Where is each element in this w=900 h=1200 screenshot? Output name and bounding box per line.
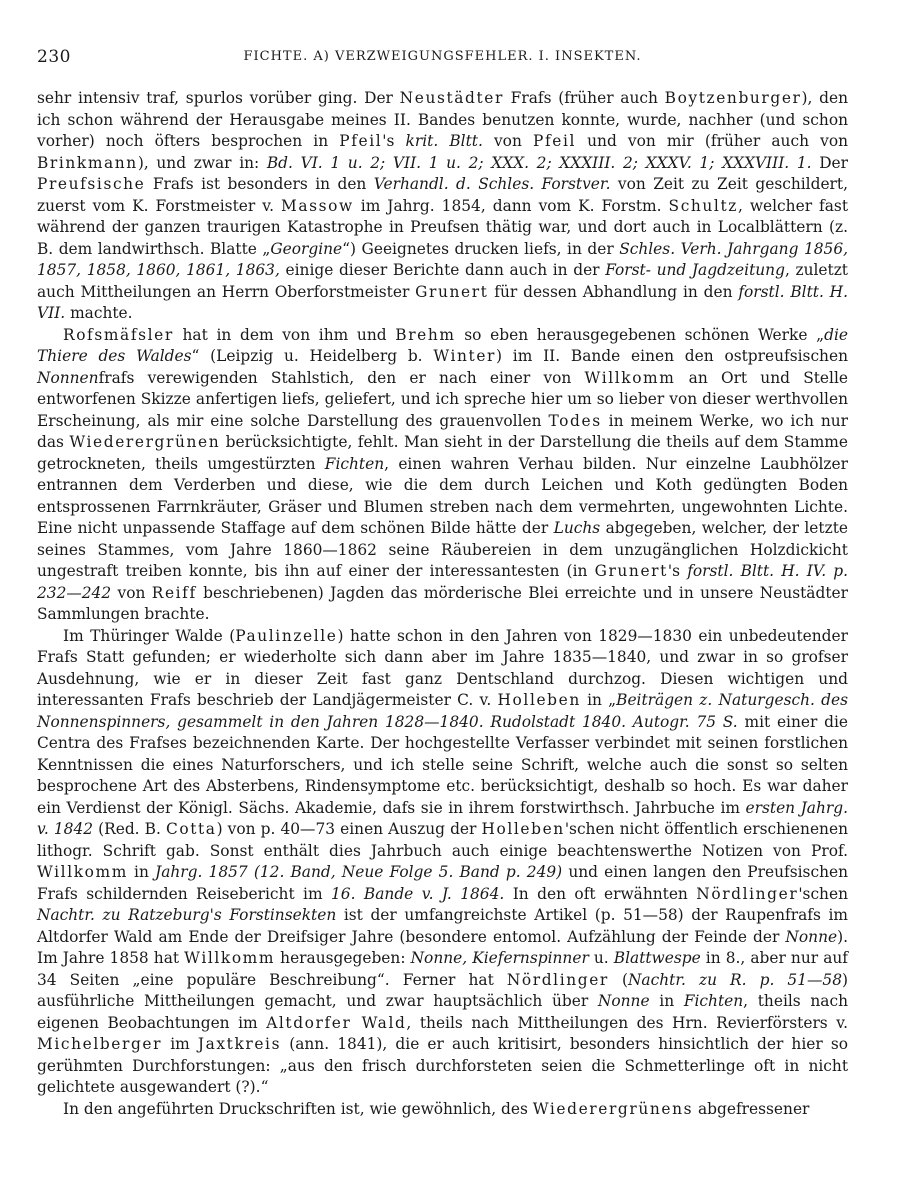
spaced-name: Nördlinger [696, 884, 799, 903]
spaced-name: Grunert [594, 562, 668, 580]
paragraph [37, 325, 848, 626]
spaced-name: Pfeil [532, 132, 576, 150]
text-run: in 8., aber nur auf 34 Seiten „eine populäre Beschreibung“. Ferner hat [37, 949, 848, 989]
text-run: im Jahrg. 1854, dann vom K. Forstm. [353, 196, 669, 215]
text-run: von Zeit zu Zeit geschildert, zuerst vom K. Forstmeister v. [37, 175, 848, 215]
text-run: Frafs (früher auch [503, 89, 665, 107]
text-run: von [482, 132, 533, 150]
text-run: “ (Leipzig u. Heidelberg b. [191, 347, 434, 365]
spaced-name: Pfeil [339, 132, 383, 150]
italic-text: Luchs [553, 519, 601, 537]
text-run: Der [811, 153, 848, 172]
text-run: ). Im Jahre 1858 hat [37, 927, 848, 967]
italic-text: 16. Bande v. J. 1864. [331, 884, 505, 903]
text-run: 'schen [798, 884, 848, 903]
italic-text: Georgine [270, 239, 343, 258]
text-run: abgegeben, welcher, der letzte seines Stammes, vom Jahre 1860—1862 seine Räubereien in dem unzugänglichen Holzdickicht ungestraft treiben konnte, bis ihn auf einer der interessantesten (in [37, 519, 848, 580]
spaced-name: Michelberger [37, 1035, 163, 1053]
italic-text: Blattwespe [613, 949, 701, 967]
text-run: und einen langen den Preufsischen Frafs schildernden Reisebericht im [37, 863, 849, 903]
text-run: , zuletzt auch Mittheilungen an Herrn Oberforstmeister [37, 261, 848, 301]
spaced-name: Preufsische [37, 175, 146, 193]
text-run: (ann. 1841), die er auch kritisirt, besonders hinsichtlich der hier so gerühmten Durchforstungen: „aus den frisch durchforsteten seien die Schmetterlinge oft in nicht gelichtete ausgewandert (?).“ [37, 1035, 848, 1096]
text-run: 's [667, 562, 688, 580]
text-run: ), und zwar in: [137, 153, 267, 172]
text-run: ) hatte schon in den Jahren von 1829—1830 ein unbedeutender Frafs Statt gefunden; er wiederholte sich dann aber im Jahre 1835—1840, und zwar in so grofser Ausdehnung, wie er in dieser Zeit fast ganz Dentschland durchzog. Diesen wichtigen und interessanten Frafs beschrieb der Landjägermeister C. v. [37, 626, 848, 709]
text-run: berücksichtigte, fehlt. Man sieht in der Darstellung die theils auf dem Stamme getrockneten, theils umgestürzten [37, 433, 848, 473]
spaced-name: Holleben [481, 820, 565, 838]
italic-text: Nachtr. zu R. p. 51—58 [627, 970, 842, 989]
text-run: herausgegeben: [275, 949, 411, 967]
paragraph [37, 1099, 848, 1121]
page-header [37, 47, 848, 73]
italic-text: Nonnen [37, 368, 99, 387]
text-run: einige dieser Berichte dann auch in der [279, 261, 606, 279]
text-run: u. [588, 949, 614, 967]
italic-text: ersten Jahrg. v. 1842 [37, 798, 848, 838]
spaced-name: Massow [281, 196, 354, 215]
text-run: , einen wahren Verhau bilden. Nur einzelne Laubhölzer entrannen dem Verderben und diese, wie die dem durch Leichen und Koth gedüngten Boden entsprossenen Farrnkräuter, Gräser und Blumen streben nach dem vermehrten, ungewohnten Lichte. Eine nicht unpassende Staffage auf dem schönen Bilde hätte der [37, 454, 848, 537]
italic-text: Fichten [324, 454, 385, 473]
spaced-name: Neustädter [399, 89, 504, 107]
text-run: in [127, 863, 156, 881]
running-title: FICHTE. A) VERZWEIGUNGSFEHLER. I. INSEKTEN. [243, 49, 642, 64]
text-run: und von mir (früher auch von [576, 132, 848, 150]
text-run: machte. [65, 304, 133, 322]
paragraph [37, 88, 848, 325]
spaced-name: Schultz [668, 196, 738, 215]
text-run: ist der umfangreichste Artikel (p. 51—58) der Raupenfrafs im Altdorfer Wald am Ende der Dreifsiger Jahre (besondere entomol. Aufzählung der Feinde der [37, 906, 848, 946]
text-run: , theils nach Mittheilungen des Hrn. Revierförsters v. [406, 1013, 848, 1032]
text-run: Frafs ist besonders in den [145, 175, 374, 193]
italic-text: Bd. VI. 1 u. 2; VII. 1 u. 2; XXX. 2; XXXIII. 2; XXXV. 1; XXXVIII. 1. [266, 153, 812, 172]
text-run: beschriebenen) Jagden das mörderische Blei erreichte und in unsere Neustädter Sammlungen brachte. [37, 583, 848, 623]
text-run: abgefressener [693, 1099, 810, 1118]
spaced-name: Boytzenburger [664, 89, 802, 107]
italic-text: Forst- und Jagdzeitung [605, 261, 785, 279]
page-number: 230 [37, 47, 71, 67]
text-run: für dessen Abhandlung in den [488, 282, 739, 301]
spaced-name: Todes [548, 411, 602, 430]
text-run: von [111, 583, 152, 602]
text-run: an Ort und Stelle entworfenen Skizze anfertigen liefs, geliefert, und ich spreche hier um so lieber von dieser werthvollen Erscheinung, als mir eine solche Darstellung des grauenvollen [37, 368, 848, 430]
italic-text: Nonne, Kiefernspinner [410, 949, 589, 967]
spaced-name: Wiederergrünens [532, 1099, 694, 1118]
italic-text: Verhandl. d. Schles. Forstver. [373, 175, 611, 193]
text-run: , theils nach eigenen Beobachtungen im [37, 992, 849, 1032]
text-run: ) von p. 40—73 einen Auszug der [216, 820, 482, 838]
spaced-name: Brehm [395, 325, 456, 344]
spaced-name: Willkomm [584, 368, 676, 387]
text-run: ) ausführliche Mittheilungen gemacht, und zwar hauptsächlich über [37, 970, 849, 1010]
text-run: In den oft erwähnten [504, 884, 697, 903]
spaced-name: Wiederergrünen [69, 433, 221, 451]
spaced-name: Altdorfer Wald [266, 1013, 407, 1032]
spaced-name: Willkomm [37, 863, 128, 881]
spaced-name: Holleben [497, 691, 581, 709]
spaced-name: Brinkmann [37, 153, 138, 172]
text-run: In den angeführten Druckschriften ist, wie gewöhnlich, des [63, 1099, 533, 1118]
italic-text: krit. Bltt. [405, 132, 483, 150]
body-text [37, 88, 848, 1120]
italic-text: Nachtr. zu Ratzeburg's Forstinsekten [37, 906, 337, 924]
italic-text: die Thiere des Waldes [37, 325, 848, 365]
spaced-name: Willkomm [184, 949, 276, 967]
italic-text: Jahrg. 1857 (12. Band, Neue Folge 5. Band p. 249) [155, 863, 563, 881]
text-run: “) Geeignetes drucken liefs, in der [342, 239, 620, 258]
text-run: 'schen nicht öffentlich erschienenen lithogr. Schrift gab. Sonst enthält dies Jahrbuch auch einige beachtenswerthe Notizen von Prof. [37, 820, 848, 860]
italic-text: forstl. Bltt. H. VII. [37, 282, 848, 322]
italic-text: Beiträgen z. Naturgesch. des Nonnenspinners, gesammelt in den Jahren 1828—1840. Rudolstadt 1840. Autogr. 75 S. [37, 691, 848, 731]
paragraph [37, 626, 848, 1099]
text-run: frafs verewigenden Stahlstich, den er nach einer von [98, 368, 585, 387]
text-run: ), den ich schon während der Herausgabe meines II. Bandes benutzen konnte, wurde, nachher (und schon vorher) noch öfters besprochen in [37, 89, 848, 150]
text-run: sehr intensiv traf, spurlos vorüber ging. Der [37, 89, 400, 107]
text-run: mit einer die Centra des Frafses bezeichnenden Karte. Der hochgestellte Verfasser verbindet mit seinen forstlichen Kenntnissen die eines Naturforschers, und ich stelle seine Schrift, welche auch die sonst so selten besprochene Art des Absterbens, Rindensymptome etc. berücksichtigt, deshalb so hoch. Es war daher ein Verdienst der Königl. Sächs. Akademie, dafs sie in ihrem forstwirthsch. Jahrbuche im [37, 712, 849, 817]
spaced-name: Nördlinger [506, 970, 609, 989]
text-run: in „ [580, 691, 617, 709]
spaced-name: Reiff [151, 583, 197, 602]
text-run: so eben herausgegebenen schönen Werke „ [455, 325, 825, 344]
text-run: 's [382, 132, 406, 150]
italic-text: Schles. Verh. Jahrgang 1856, 1857, 1858, 1860, 1861, 1863, [37, 239, 849, 279]
spaced-name: Cotta [165, 820, 217, 838]
text-run: ( [608, 970, 628, 989]
spaced-name: Jaxtkreis [197, 1035, 282, 1053]
spaced-name: Grunert [415, 282, 489, 301]
text-run: Im Thüringer Walde ( [63, 626, 236, 645]
spaced-name: Rofsmäfsler [63, 325, 174, 344]
italic-text: Fichten [683, 992, 744, 1010]
text-run: ) im II. Bande einen den ostpreufsischen [496, 347, 848, 365]
text-run: , welcher fast während der ganzen traurigen Katastrophe in Preufsen thätig war, und dort auch in Localblättern (z. B. dem landwirthsch. Blatte „ [37, 196, 849, 258]
spaced-name: Winter [433, 347, 496, 365]
italic-text: Nonne [597, 992, 650, 1010]
italic-text: forstl. Bltt. H. IV. p. 232—242 [37, 562, 848, 602]
spaced-name: Paulinzelle [235, 626, 338, 645]
text-run: hat in dem von ihm und [173, 325, 396, 344]
text-run: (Red. B. [93, 820, 166, 838]
italic-text: Nonne [785, 927, 838, 946]
text-run: in meinem Werke, wo ich nur das [37, 411, 849, 451]
text-run: im [162, 1035, 198, 1053]
text-run: in [649, 992, 684, 1010]
